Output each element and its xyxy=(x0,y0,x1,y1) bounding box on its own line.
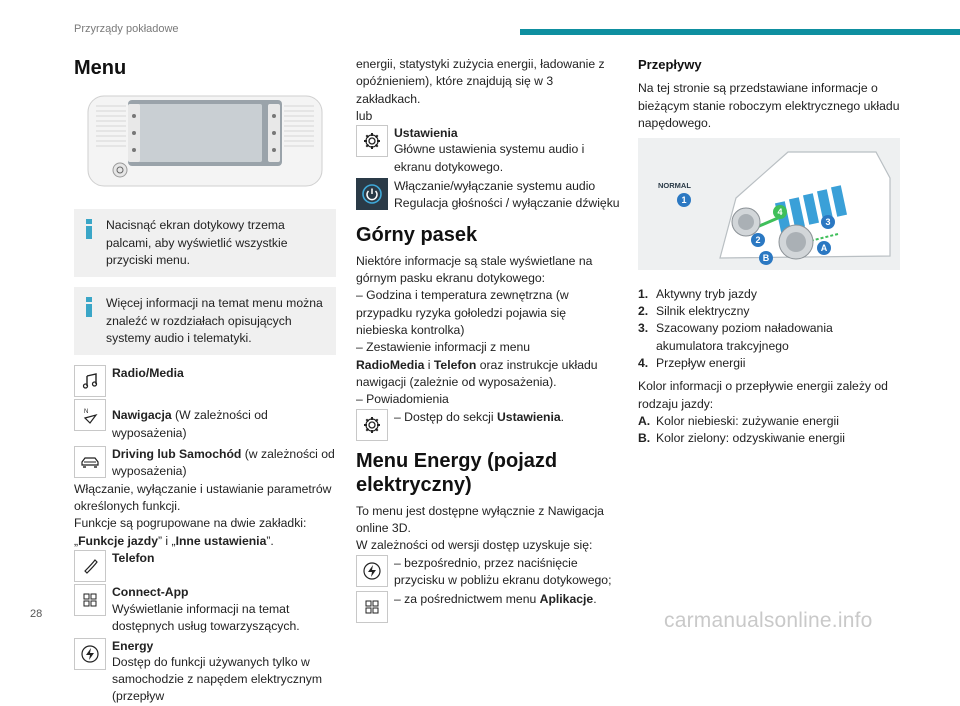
gear-icon xyxy=(356,125,388,157)
apps-grid-icon xyxy=(356,591,388,623)
top-bar-heading: Górny pasek xyxy=(356,223,478,246)
energy-access-apps: – za pośrednictwem menu Aplikacje. xyxy=(356,591,620,623)
watermark: carmanualsonline.info xyxy=(664,609,873,632)
column-1: Menu Nacisnąć ekran dotykowy trzema palcami, aby wyświetlić wszystkie przyciski menu. Więcej informacji na temat menu można znaleźć w rozdziałach opisujących systemy audio i telematyki. Radio/Media N Nawigacja (W zależności od wyposażenia) Driving lub Samochód (w zależności od wyposażenia) Włączanie, wyłączanie i ustawianie parametrów określonych funkcji. Funkcje są pogrupowane na dwie zakładki: „Funkcje jazdy” i „Inne ustawienia”. Telefon Connect-App Wyświetlanie informacji na temat dostępnych usług towarzyszących. Energy Dostęp do funkcji używanych tylko w samochodzie z napędem elektrycznym (przepływ xyxy=(74,57,335,704)
section-title: Przyrządy pokładowe xyxy=(74,23,179,35)
svg-text:4: 4 xyxy=(777,207,783,218)
flows-heading: Przepływy xyxy=(638,57,702,72)
svg-text:B: B xyxy=(762,253,770,264)
menu-item-power: Włączanie/wyłączanie systemu audio Regulacja głośności / wyłączanie dźwięku xyxy=(356,178,620,213)
music-note-icon xyxy=(74,365,106,397)
car-icon xyxy=(74,446,106,478)
energy-menu-heading: Menu Energy (pojazd elektryczny) xyxy=(356,449,558,496)
list-item: B. Kolor zielony: odzyskiwanie energii xyxy=(638,431,846,446)
menu-item-navigation: N Nawigacja (W zależności od wyposażenia) xyxy=(74,399,336,442)
driving-tabs: „Funkcje jazdy” i „Inne ustawienia”. xyxy=(74,533,274,548)
phone-icon xyxy=(74,550,106,582)
list-item: 3. Szacowany poziom naładowania akumulatora trakcyjnego xyxy=(638,321,833,353)
dashboard-screen-illustration xyxy=(74,94,336,190)
column-3: Przepływy Na tej stronie są przedstawiane informacje o bieżącym stanie roboczym elektrycznego układu napędowego. NORMAL 1 2 3 4 A B 1. Aktywny tryb jazdy 2. Silnik elektryczny 3. Szacowany poziom naładowania akumulatora trakcyjnego 4. Przepływ energii Kolor informacji o przepływie energii zależy od rodzaju jazdy: A. Kolor niebieski: zużywanie energii B. Kolor zielony: odzyskiwanie energii xyxy=(638,56,900,448)
menu-item-radio: Radio/Media xyxy=(74,365,336,397)
diagram-mode-label: NORMAL xyxy=(658,181,691,191)
gear-icon xyxy=(356,409,388,441)
energy-bolt-icon xyxy=(356,555,388,587)
svg-text:A: A xyxy=(820,243,828,254)
info-icon xyxy=(86,219,92,239)
menu-item-settings: Ustawienia xyxy=(356,125,620,157)
flows-legend-list xyxy=(638,286,900,373)
list-item: 2. Silnik elektryczny xyxy=(638,304,750,319)
menu-item-driving: Driving lub Samochód (w zależności od wyposażenia) xyxy=(74,446,336,481)
header-accent-bar xyxy=(520,29,960,35)
list-item: A. Kolor niebieski: zużywanie energii xyxy=(638,414,839,429)
apps-grid-icon xyxy=(74,584,106,616)
list-item: 4. Przepływ energii xyxy=(638,356,746,371)
energy-bolt-icon xyxy=(74,638,106,670)
power-button-icon xyxy=(356,178,388,210)
svg-text:3: 3 xyxy=(825,217,831,228)
menu-item-phone: Telefon xyxy=(74,550,336,582)
info-note-more-info: Więcej informacji na temat menu można znaleźć w rozdziałach opisujących systemy audio i telematyki. xyxy=(74,287,336,355)
topbar-settings-access: – Dostęp do sekcji Ustawienia. xyxy=(356,409,620,441)
column-2: energii, statystyki zużycia energii, ładowanie z opóźnieniem), które znajdują się w 3 zakładkach. lub Ustawienia Główne ustawienia systemu audio i ekranu dotykowego. Włączanie/wyłączanie systemu audio Regulacja głośności / wyłączanie dźwięku Górny pasek Niektóre informacje są stale wyświetlane na górnym pasku ekranu dotykowego: – Godzina i temperatura zewnętrzna (w przypadku ryzyka gołoledzi pojawia się niebieska kontrolka) – Zestawienie informacji z menu RadioMedia i Telefon oraz instrukcje układu nawigacji (zależnie od wyposażenia). – Powiadomienia – Dostęp do sekcji Ustawienia. Menu Energy (pojazd elektryczny) To menu jest dostępne wyłącznie z Nawigacja online 3D. W zależności od wersji dostęp uzyskuje się: – bezpośrednio, przez naciśnięcie przycisku w pobliżu ekranu dotykowego; – za pośrednictwem menu Aplikacje. xyxy=(356,56,620,625)
svg-text:1: 1 xyxy=(681,195,687,206)
svg-text:N: N xyxy=(84,409,89,416)
menu-item-connect-app: Connect-App xyxy=(74,584,336,616)
menu-item-energy: Energy xyxy=(74,638,336,670)
flow-color-list xyxy=(638,413,900,448)
info-note-three-fingers: Nacisnąć ekran dotykowy trzema palcami, aby wyświetlić wszystkie przyciski menu. xyxy=(74,209,336,277)
svg-text:2: 2 xyxy=(755,235,761,246)
energy-access-direct: – bezpośrednio, przez naciśnięcie przycisku w pobliżu ekranu dotykowego; xyxy=(356,555,620,590)
page-number: 28 xyxy=(30,608,43,620)
navigation-arrow-icon xyxy=(74,399,106,431)
energy-flow-diagram xyxy=(638,138,900,270)
info-icon xyxy=(86,297,92,317)
list-item: 1. Aktywny tryb jazdy xyxy=(638,286,757,301)
page-header xyxy=(0,0,960,40)
menu-heading: Menu xyxy=(74,57,127,79)
